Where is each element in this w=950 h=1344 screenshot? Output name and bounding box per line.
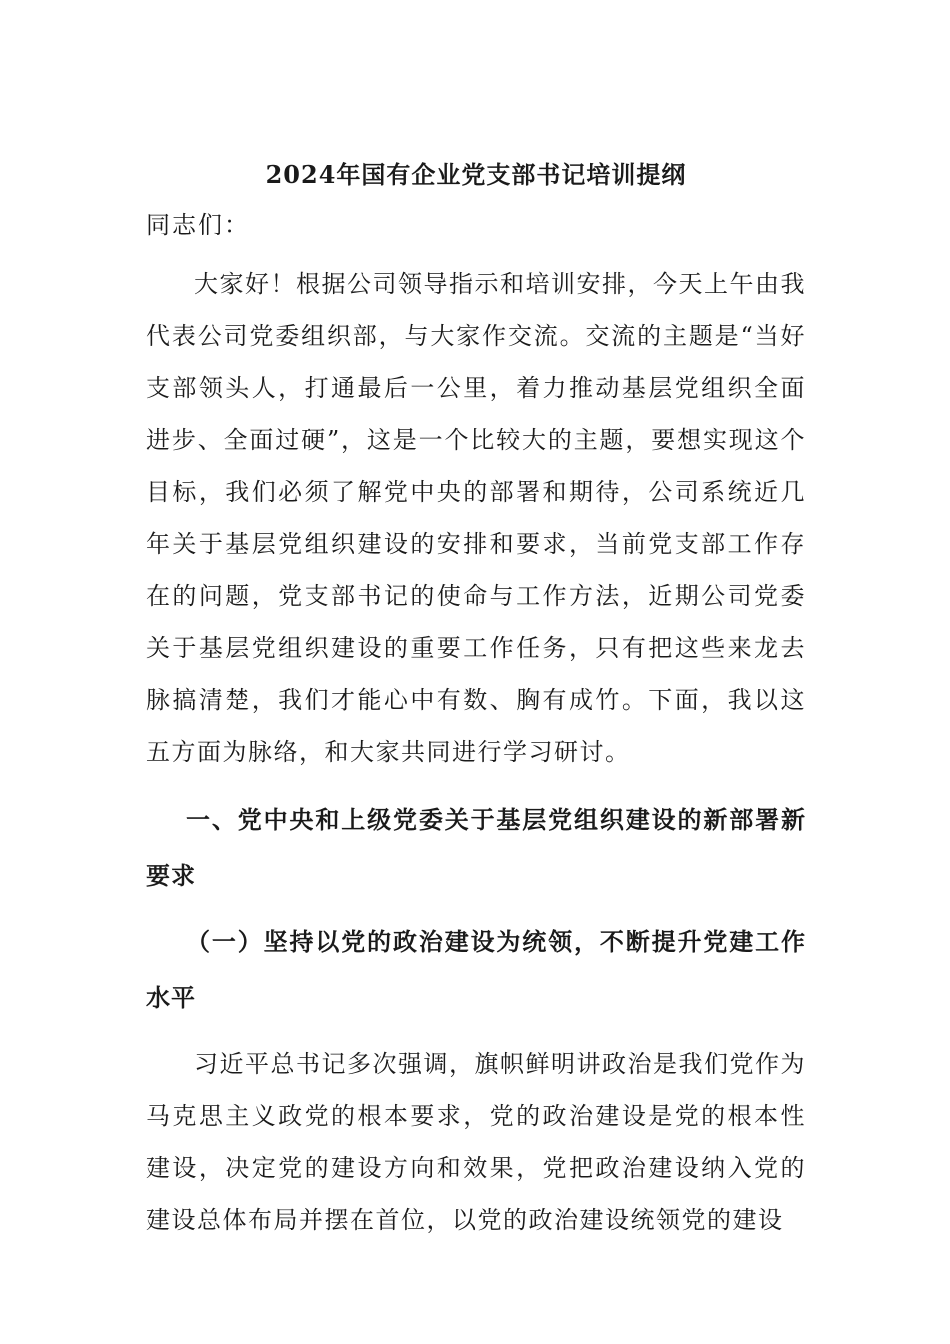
document-title: 2024年国有企业党支部书记培训提纲 bbox=[265, 160, 687, 189]
subsection-heading-1: （一）坚持以党的政治建设为统领，不断提升党建工作水平 bbox=[146, 927, 806, 1012]
body-paragraph-1: 习近平总书记多次强调，旗帜鲜明讲政治是我们党作为马克思主义政党的根本要求，党的政治建设是党的根本性建设，决定党的建设方向和效果，党把政治建设纳入党的建设总体布局并摆在首位，以党的政治建设统领党的建设 bbox=[146, 1050, 806, 1234]
intro-paragraph: 大家好！根据公司领导指示和培训安排，今天上午由我代表公司党委组织部，与大家作交流。交流的主题是“当好支部领头人，打通最后一公里，着力推动基层党组织全面进步、全面过硬”，这是一个比较大的主题，要想实现这个目标，我们必须了解党中央的部署和期待，公司系统近几年关于基层党组织建设的安排和要求，当前党支部工作存在的问题，党支部书记的使命与工作方法，近期公司党委关于基层党组织建设的重要工作任务，只有把这些来龙去脉搞清楚，我们才能心中有数、胸有成竹。下面，我以这五方面为脉络，和大家共同进行学习研讨。 bbox=[146, 270, 806, 766]
document-page bbox=[146, 150, 806, 1246]
salutation: 同志们： bbox=[146, 211, 250, 239]
section-heading-1: 一、党中央和上级党委关于基层党组织建设的新部署新要求 bbox=[146, 805, 806, 890]
